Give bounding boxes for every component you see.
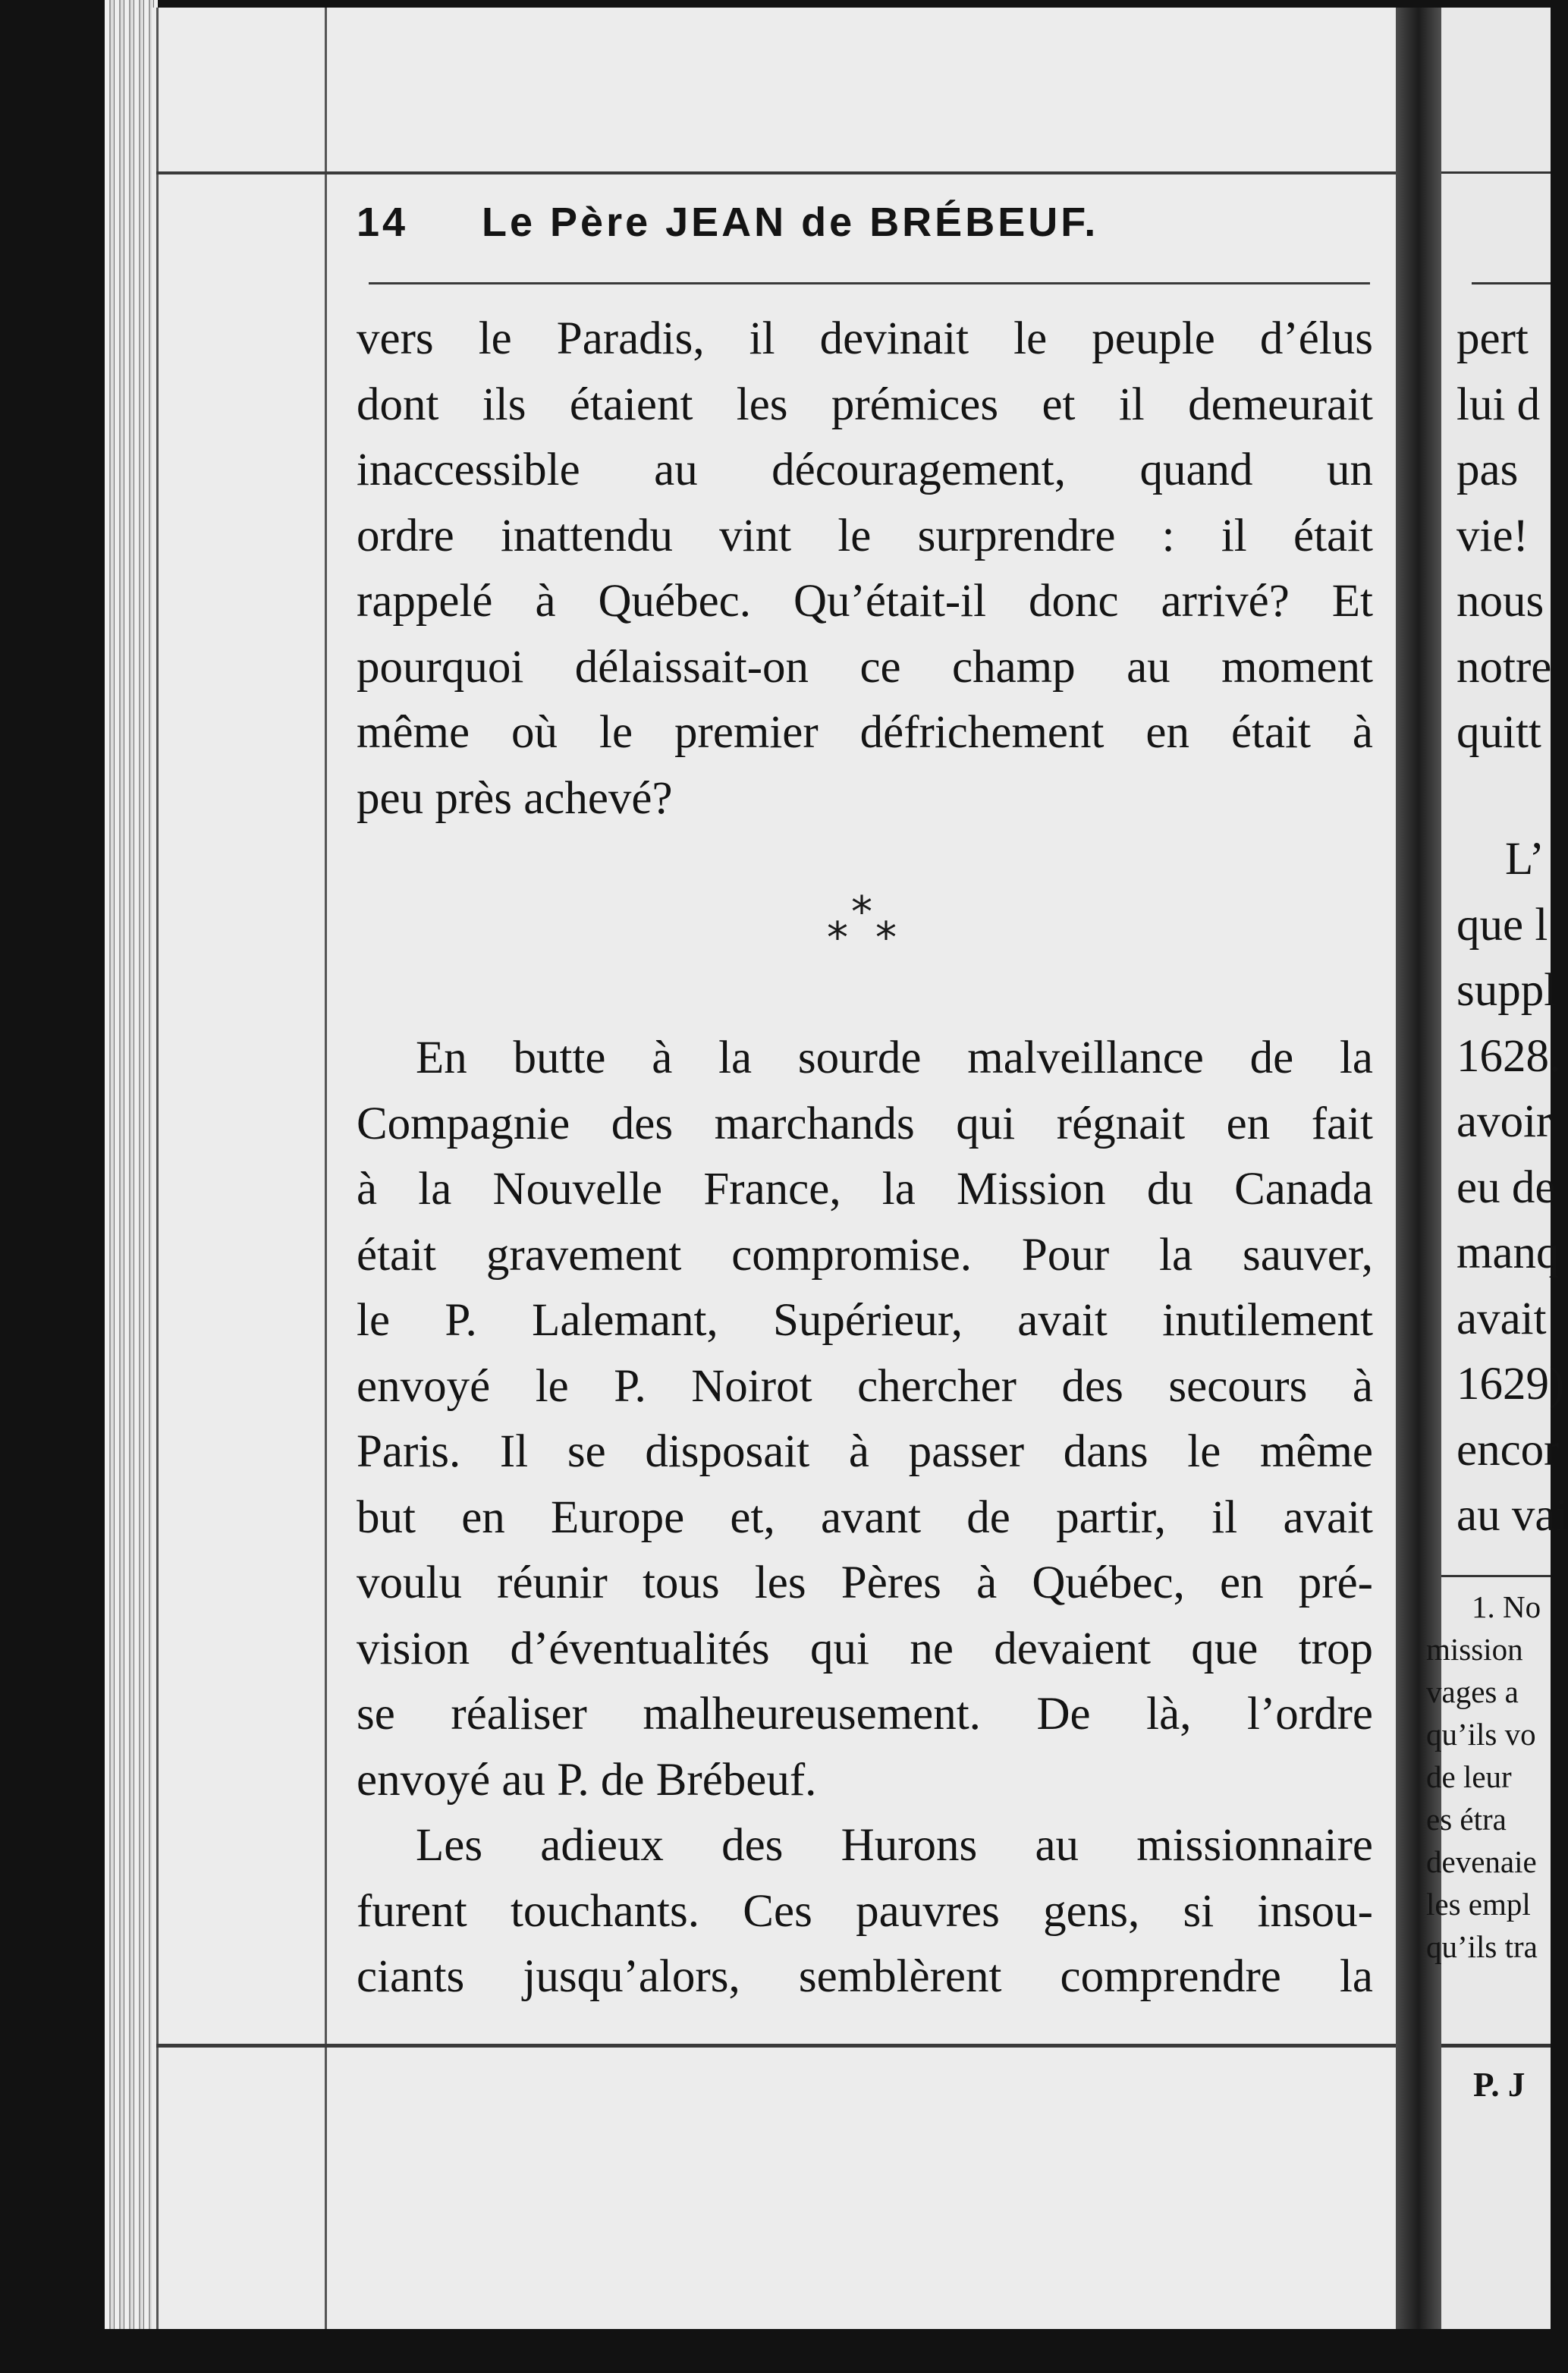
text-line: vision d’éventualités qui ne devaient que trop	[357, 1623, 1373, 1674]
text-line: En butte à la sourde malveillance de la	[416, 1032, 1373, 1083]
text-line: furent touchants. Ces pauvres gens, si insou-	[357, 1885, 1373, 1937]
text-line: voulu réunir tous les Pères à Québec, en pré-	[357, 1557, 1373, 1608]
header-underline	[369, 282, 1370, 284]
text-line: Paris. Il se disposait à passer dans le même	[357, 1426, 1373, 1477]
facing-header-rule	[1472, 282, 1551, 284]
facing-bottom-rule	[1441, 2044, 1551, 2048]
facing-text-line: manq	[1456, 1227, 1560, 1278]
text-line: envoyé au P. de Brébeuf.	[357, 1754, 817, 1806]
facing-text-line: que l	[1456, 899, 1548, 951]
text-line: Compagnie des marchands qui régnait en fait	[357, 1098, 1373, 1149]
facing-footnotes	[1426, 1586, 1551, 1968]
facing-text-block-b	[1456, 827, 1568, 1549]
facing-text-line: quitt	[1456, 707, 1541, 758]
text-line: pourquoi délaissait-on ce champ au moment	[357, 641, 1373, 693]
book-leaf-edges	[105, 0, 158, 2329]
facing-text-line: encor	[1456, 1424, 1560, 1476]
running-header	[357, 199, 1373, 252]
footnote-line: mission	[1426, 1632, 1523, 1667]
footnote-line: devenaie	[1426, 1844, 1537, 1879]
page-outer-margin-rule	[156, 8, 159, 2329]
facing-footnote-rule	[1441, 1575, 1551, 1577]
text-line: peu près achevé?	[357, 772, 673, 824]
facing-text-line: notre	[1456, 641, 1552, 693]
text-line: même où le premier défrichement en était à	[357, 707, 1373, 758]
text-line: inaccessible au découragement, quand un	[357, 445, 1373, 495]
page-number: 14	[357, 200, 409, 245]
paragraph-1	[357, 306, 1373, 831]
facing-top-rule	[1441, 171, 1551, 174]
facing-text-line: 1628.	[1456, 1030, 1561, 1082]
text-line: Les adieux des Hurons au missionnaire	[416, 1820, 1373, 1871]
asterisk: *	[827, 913, 848, 963]
paragraph-3	[357, 1813, 1373, 2010]
facing-text-line: au vai	[1456, 1490, 1568, 1541]
section-break-asterism	[804, 888, 925, 971]
footnote-line: 1. No	[1472, 1589, 1541, 1624]
running-title: Le Père JEAN de BRÉBEUF.	[482, 200, 1099, 245]
facing-text-line: suppl	[1456, 965, 1557, 1016]
facing-text-line: L’	[1505, 834, 1544, 885]
text-line: but en Europe et, avant de partir, il avait	[357, 1491, 1373, 1543]
footnote-line: qu’ils vo	[1426, 1717, 1536, 1752]
text-line: le P. Lalemant, Supérieur, avait inutilement	[357, 1295, 1373, 1346]
facing-signature: P. J	[1473, 2066, 1526, 2104]
text-line: ordre inattendu vint le surprendre : il était	[357, 510, 1373, 561]
footnote-line: qu’ils tra	[1426, 1929, 1538, 1964]
facing-text-line: pert	[1456, 313, 1529, 364]
page-bottom-rule	[156, 2044, 1396, 2048]
text-line: envoyé le P. Noirot chercher des secours à	[357, 1360, 1373, 1412]
footnote-line: les empl	[1426, 1887, 1531, 1922]
facing-text-line: pas	[1456, 445, 1519, 495]
footnote-line: es étra	[1426, 1802, 1507, 1837]
page-left-margin-rule	[325, 8, 327, 2329]
facing-text-line: eu de	[1456, 1161, 1556, 1213]
page-top-rule	[156, 171, 1396, 174]
binding-gutter	[1396, 8, 1441, 2329]
text-line: rappelé à Québec. Qu’était-il donc arrivé? Et	[357, 576, 1373, 627]
footnote-line: vages a	[1426, 1674, 1519, 1709]
text-line: vers le Paradis, il devinait le peuple d’élus	[357, 313, 1373, 364]
facing-text-line: 1629)	[1456, 1359, 1565, 1410]
facing-text-block-a	[1456, 306, 1551, 766]
facing-text-line: avait	[1456, 1293, 1547, 1344]
text-line: dont ils étaient les prémices et il demeurait	[357, 379, 1373, 430]
footnote-line: de leur	[1426, 1759, 1512, 1794]
facing-text-line: nous	[1456, 576, 1544, 627]
asterisk: *	[851, 888, 872, 937]
text-line: se réaliser malheureusement. De là, l’ordre	[357, 1689, 1373, 1740]
facing-text-line: lui d	[1456, 379, 1541, 430]
asterisk: *	[875, 913, 897, 963]
facing-text-line: vie!	[1456, 510, 1529, 561]
facing-text-line: avoir	[1456, 1096, 1552, 1147]
text-line: était gravement compromise. Pour la sauver,	[357, 1229, 1373, 1281]
text-line: à la Nouvelle France, la Mission du Canada	[357, 1164, 1373, 1215]
paragraph-2	[357, 1026, 1373, 1813]
text-line: ciants jusqu’alors, semblèrent comprendre la	[357, 1951, 1373, 2002]
